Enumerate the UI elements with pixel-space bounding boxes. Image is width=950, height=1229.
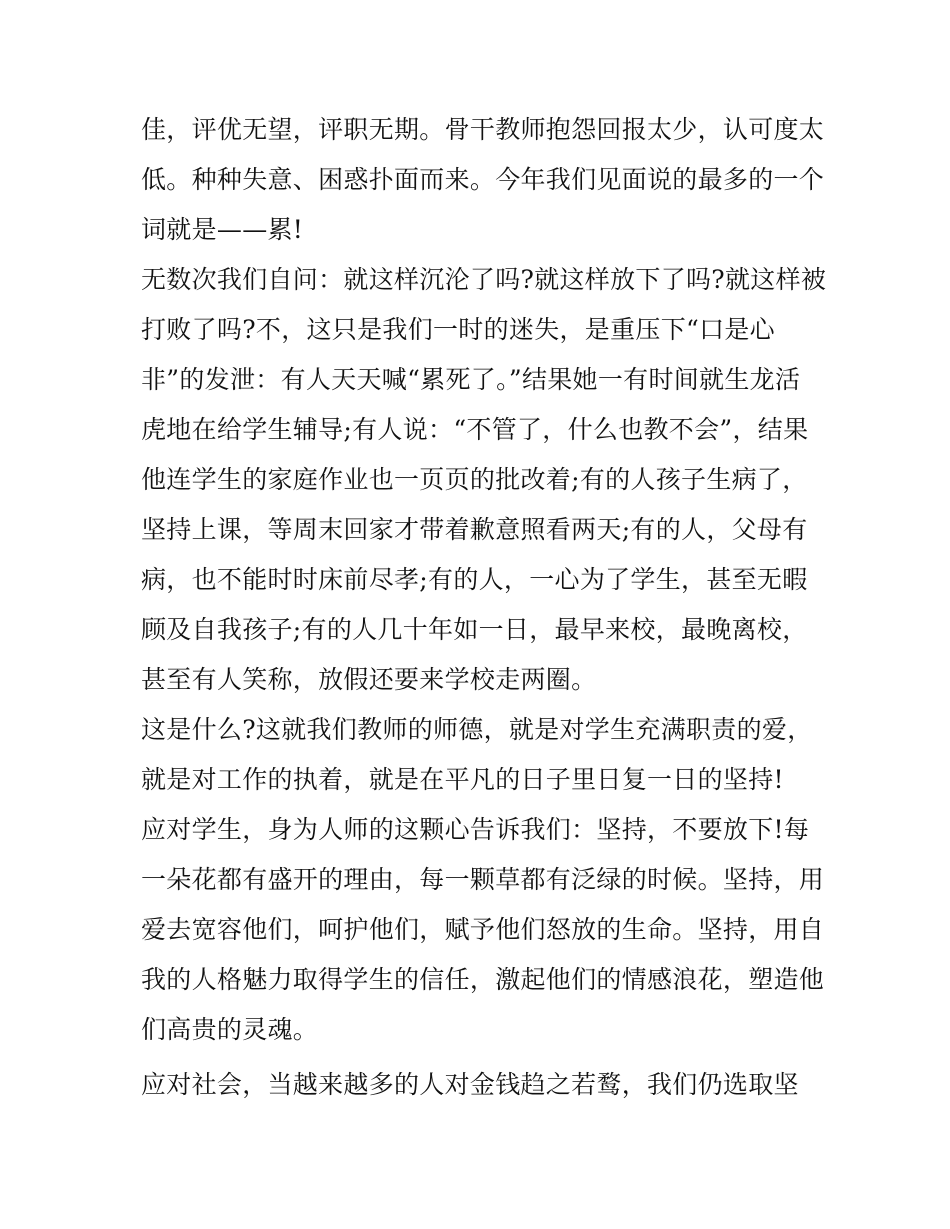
- text-line: 词就是——累!: [141, 215, 304, 244]
- text-line: 顾及自我孩子;有的人几十年如一日，最早来校，最晚离校，: [141, 615, 808, 644]
- text-line: 打败了吗?不，这只是我们一时的迷失，是重压下“口是心: [141, 315, 775, 344]
- text-line: 他连学生的家庭作业也一页页的批改着;有的人孩子生病了，: [141, 465, 808, 494]
- text-line: 我的人格魅力取得学生的信任，激起他们的情感浪花，塑造他: [141, 965, 825, 994]
- text-line: 低。种种失意、困惑扑面而来。今年我们见面说的最多的一个: [141, 165, 825, 194]
- text-line: 虎地在给学生辅导;有人说：“不管了，什么也教不会”，结果: [141, 415, 809, 444]
- text-line: 应对学生，身为人师的这颗心告诉我们：坚持，不要放下!每: [141, 815, 810, 844]
- text-line: 爱去宽容他们，呵护他们，赋予他们怒放的生命。坚持，用自: [141, 915, 825, 944]
- text-line: 非”的发泄：有人天天喊“累死了。”结果她一有时间就生龙活: [141, 365, 801, 394]
- text-line: 这是什么?这就我们教师的师德，就是对学生充满职责的爱，: [141, 715, 813, 744]
- text-line: 应对社会，当越来越多的人对金钱趋之若鹜，我们仍选取坚: [141, 1070, 799, 1099]
- text-line: 就是对工作的执着，就是在平凡的日子里日复一日的坚持!: [141, 765, 784, 794]
- text-line: 一朵花都有盛开的理由，每一颗草都有泛绿的时候。坚持，用: [141, 865, 825, 894]
- text-line: 坚持上课，等周末回家才带着歉意照看两天;有的人，父母有: [141, 515, 808, 544]
- text-line: 甚至有人笑称，放假还要来学校走两圈。: [141, 665, 597, 694]
- text-line: 们高贵的灵魂。: [141, 1015, 319, 1044]
- text-line: 病，也不能时时床前尽孝;有的人，一心为了学生，甚至无暇: [141, 565, 808, 594]
- text-line: 无数次我们自问：就这样沉沦了吗?就这样放下了吗?就这样被: [141, 265, 827, 294]
- text-line: 佳，评优无望，评职无期。骨干教师抱怨回报太少，认可度太: [141, 115, 825, 144]
